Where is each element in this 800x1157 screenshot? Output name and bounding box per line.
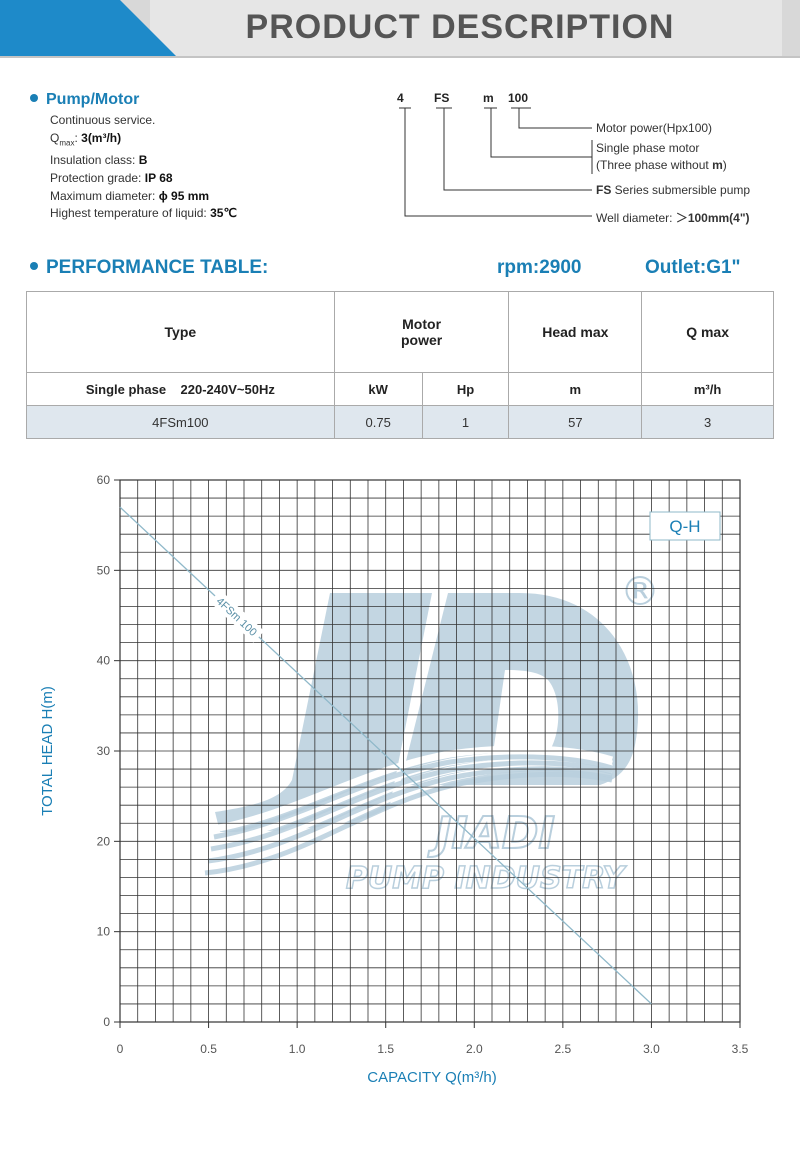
code-part-4: 4	[397, 91, 404, 105]
x-tick-label: 1.0	[288, 1042, 306, 1056]
performance-table	[26, 291, 774, 439]
header-type: Type	[27, 292, 335, 373]
x-tick-label: 1.5	[377, 1042, 395, 1056]
x-axis-label: CAPACITY Q(m³/h)	[367, 1069, 497, 1086]
x-tick-label: 0.5	[200, 1042, 217, 1056]
cell-kw: 0.75	[334, 406, 422, 439]
chart-grid	[120, 480, 740, 1022]
y-tick-label: 0	[103, 1015, 110, 1029]
y-tick-label: 50	[96, 563, 110, 578]
diameter-line: Maximum diameter: ϕ 95 mm	[50, 188, 210, 203]
legend-single-phase: Single phase motor	[596, 141, 700, 155]
code-part-m: m	[483, 91, 494, 105]
x-tick-label: 3.0	[643, 1042, 660, 1056]
qmax-line: $Q_{max}$: 3(m³/h)	[50, 130, 122, 148]
y-tick-label: 20	[96, 834, 110, 849]
table-header-row	[27, 292, 774, 373]
cell-hp: 1	[422, 406, 509, 439]
y-tick-label: 10	[96, 924, 110, 939]
y-tick-label: 40	[96, 653, 110, 668]
watermark-logo	[205, 569, 660, 896]
cell-head: 57	[509, 406, 642, 439]
x-tick-label: 3.5	[731, 1042, 749, 1056]
code-part-100: 100	[508, 91, 529, 105]
legend-three-phase: (Three phase without m)	[596, 158, 727, 172]
qh-curve-chart	[0, 460, 800, 1120]
insulation-line: Insulation class: B	[50, 152, 148, 167]
x-tick-label: 2.5	[554, 1042, 572, 1056]
x-tick-label: 0	[116, 1042, 124, 1056]
watermark-registered-mark: ®	[620, 569, 660, 615]
series-label: 4FSm 100	[213, 595, 259, 639]
qh-legend-label: Q-H	[669, 517, 701, 536]
header-motor-power: Motor power	[334, 292, 509, 373]
y-tick-label: 60	[96, 473, 110, 487]
cell-model: 4FSm100	[27, 406, 335, 439]
legend-well-diameter: Well diameter: ＞100mm(4")	[596, 211, 750, 225]
x-tick-label: 2.0	[465, 1042, 483, 1056]
table-row	[27, 406, 774, 439]
performance-title: PERFORMANCE TABLE:	[30, 257, 268, 279]
watermark-brand: JIADI	[435, 808, 555, 859]
table-units-row	[27, 373, 774, 406]
units-phase: Single phase 220-240V~50Hz	[27, 373, 335, 406]
header-q-max: Q max	[642, 292, 774, 373]
legend-fs-series: FS Series submersible pump	[596, 183, 751, 197]
code-part-fs: FS	[434, 91, 450, 105]
cell-q: 3	[642, 406, 774, 439]
y-axis-label: TOTAL HEAD H(m)	[39, 686, 56, 816]
units-kw: kW	[334, 373, 422, 406]
y-tick-label: 30	[96, 744, 110, 758]
watermark-industry: PUMP INDUSTRY	[345, 861, 625, 896]
header-head-max: Head max	[509, 292, 642, 373]
units-m: m	[509, 373, 642, 406]
page-title: PRODUCT DESCRIPTION	[245, 8, 675, 46]
units-hp: Hp	[422, 373, 509, 406]
units-q: m³/h	[642, 373, 774, 406]
temperature-line: Highest temperature of liquid: 35℃	[50, 206, 237, 221]
code-leader-lines	[0, 0, 800, 240]
pump-motor-title: Pump/Motor	[30, 91, 139, 109]
bullet-icon	[30, 262, 38, 270]
legend-motor-power: Motor power(Hpx100)	[596, 121, 713, 135]
rpm-label: rpm:2900	[497, 257, 582, 278]
service-line: Continuous service.	[50, 113, 156, 127]
protection-line: Protection grade: IP 68	[50, 170, 173, 185]
outlet-label: Outlet:G1"	[645, 257, 741, 278]
